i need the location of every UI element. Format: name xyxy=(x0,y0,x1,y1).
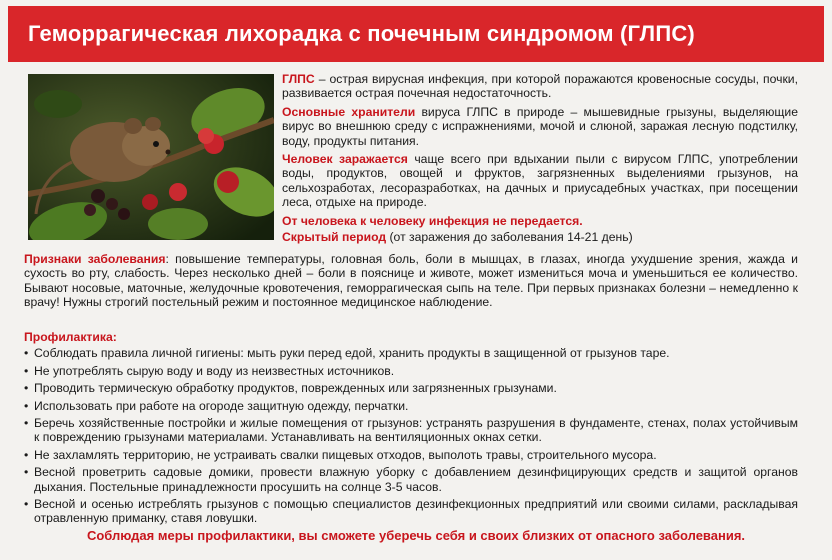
rodent-photo xyxy=(28,74,274,240)
list-item: • Беречь хозяйственные постройки и жилые помещения от грызунов: устранять разрушения в фундаменте, стенах, полах устойчивым к повреждению грызунами материалами. Устанавливать на вентиляционных окнах сетки. xyxy=(24,416,798,445)
bullet-icon: • xyxy=(24,363,29,378)
bullet-icon: • xyxy=(24,346,29,361)
symptoms-text: : повышение температуры, головная боль, боли в мышцах, в глазах, иногда ухудшение зрения, жажда и сухость во рту, слабость. Через несколько дней – боли в пояснице и животе, может измениться моча и уменьшиться ее количество. Бывают носовые, маточные, желудочные кровотечения, геморрагическая сыпь на теле. При первых признаках болезни – немедленно к врачу! Нужны строгий постельный режим и постоянное медицинское наблюдение. xyxy=(24,252,798,310)
list-item: • Не захламлять территорию, не устраивать свалки пищевых отходов, выполоть травы, строительного мусора. xyxy=(24,447,657,462)
footer-slogan: Соблюдая меры профилактики, вы сможете уберечь себя и своих близких от опасного заболевания. xyxy=(86,528,746,543)
symptoms-heading: Признаки заболевания xyxy=(24,252,166,266)
prevention-section xyxy=(24,330,798,529)
bullet-icon: • xyxy=(24,465,29,480)
bullet-icon: • xyxy=(24,381,29,396)
page-title: Геморрагическая лихорадка с почечным синдромом (ГЛПС) xyxy=(28,21,695,46)
title-banner xyxy=(8,6,824,62)
intro-section xyxy=(282,72,798,246)
prevention-heading: Профилактика: xyxy=(24,330,117,344)
list-item: • Соблюдать правила личной гигиены: мыть руки перед едой, хранить продукты в защищенной от грызунов таре. xyxy=(24,346,670,361)
list-item: • Использовать при работе на огороде защитную одежду, перчатки. xyxy=(24,398,409,413)
prevention-list xyxy=(24,346,798,525)
intro-incubation: Скрытый период (от заражения до заболевания 14-21 день) xyxy=(282,230,633,245)
intro-carriers: Основные хранители вируса ГЛПС в природе – мышевидные грызуны, выделяющие вирус во внешнюю среду с испражнениями, мочой и слюной, заражая лесную подстилку, воду, продукты питания. xyxy=(282,104,799,148)
intro-infection: Человек заражается чаще всего при вдыхании пыли с вирусом ГЛПС, употреблении воды, продуктов, овощей и фруктов, загрязненных выделениями грызунов, на сельхозработах, лесоразработках, на дачных и приусадебных участках, при посещении леса, отдыхе на природе. xyxy=(282,152,798,210)
list-item: • Проводить термическую обработку продуктов, поврежденных или загрязненных грызунами. xyxy=(24,381,557,396)
list-item: • Весной и осенью истреблять грызунов с помощью специалистов дезинфекционных предприятий или своими силами, раскладывая отравленную приманку, ставя ловушки. xyxy=(24,497,798,526)
intro-definition: ГЛПС – острая вирусная инфекция, при которой поражаются кровеносные сосуды, почки, развивается острая почечная недостаточность. xyxy=(282,72,798,101)
bullet-icon: • xyxy=(24,398,29,413)
bullet-icon: • xyxy=(24,447,29,462)
list-item: • Не употреблять сырую воду и воду из неизвестных источников. xyxy=(24,363,395,378)
list-item: • Весной проветрить садовые домики, провести влажную уборку с добавлением дезинфицирующих средств и защитой органов дыхания. Постельные принадлежности просушить на солнце 3-5 часов. xyxy=(24,465,798,494)
bullet-icon: • xyxy=(24,416,29,431)
intro-not-transmitted: От человека к человеку инфекция не передается. xyxy=(282,213,583,228)
symptoms-section xyxy=(24,252,798,310)
bullet-icon: • xyxy=(24,497,29,512)
